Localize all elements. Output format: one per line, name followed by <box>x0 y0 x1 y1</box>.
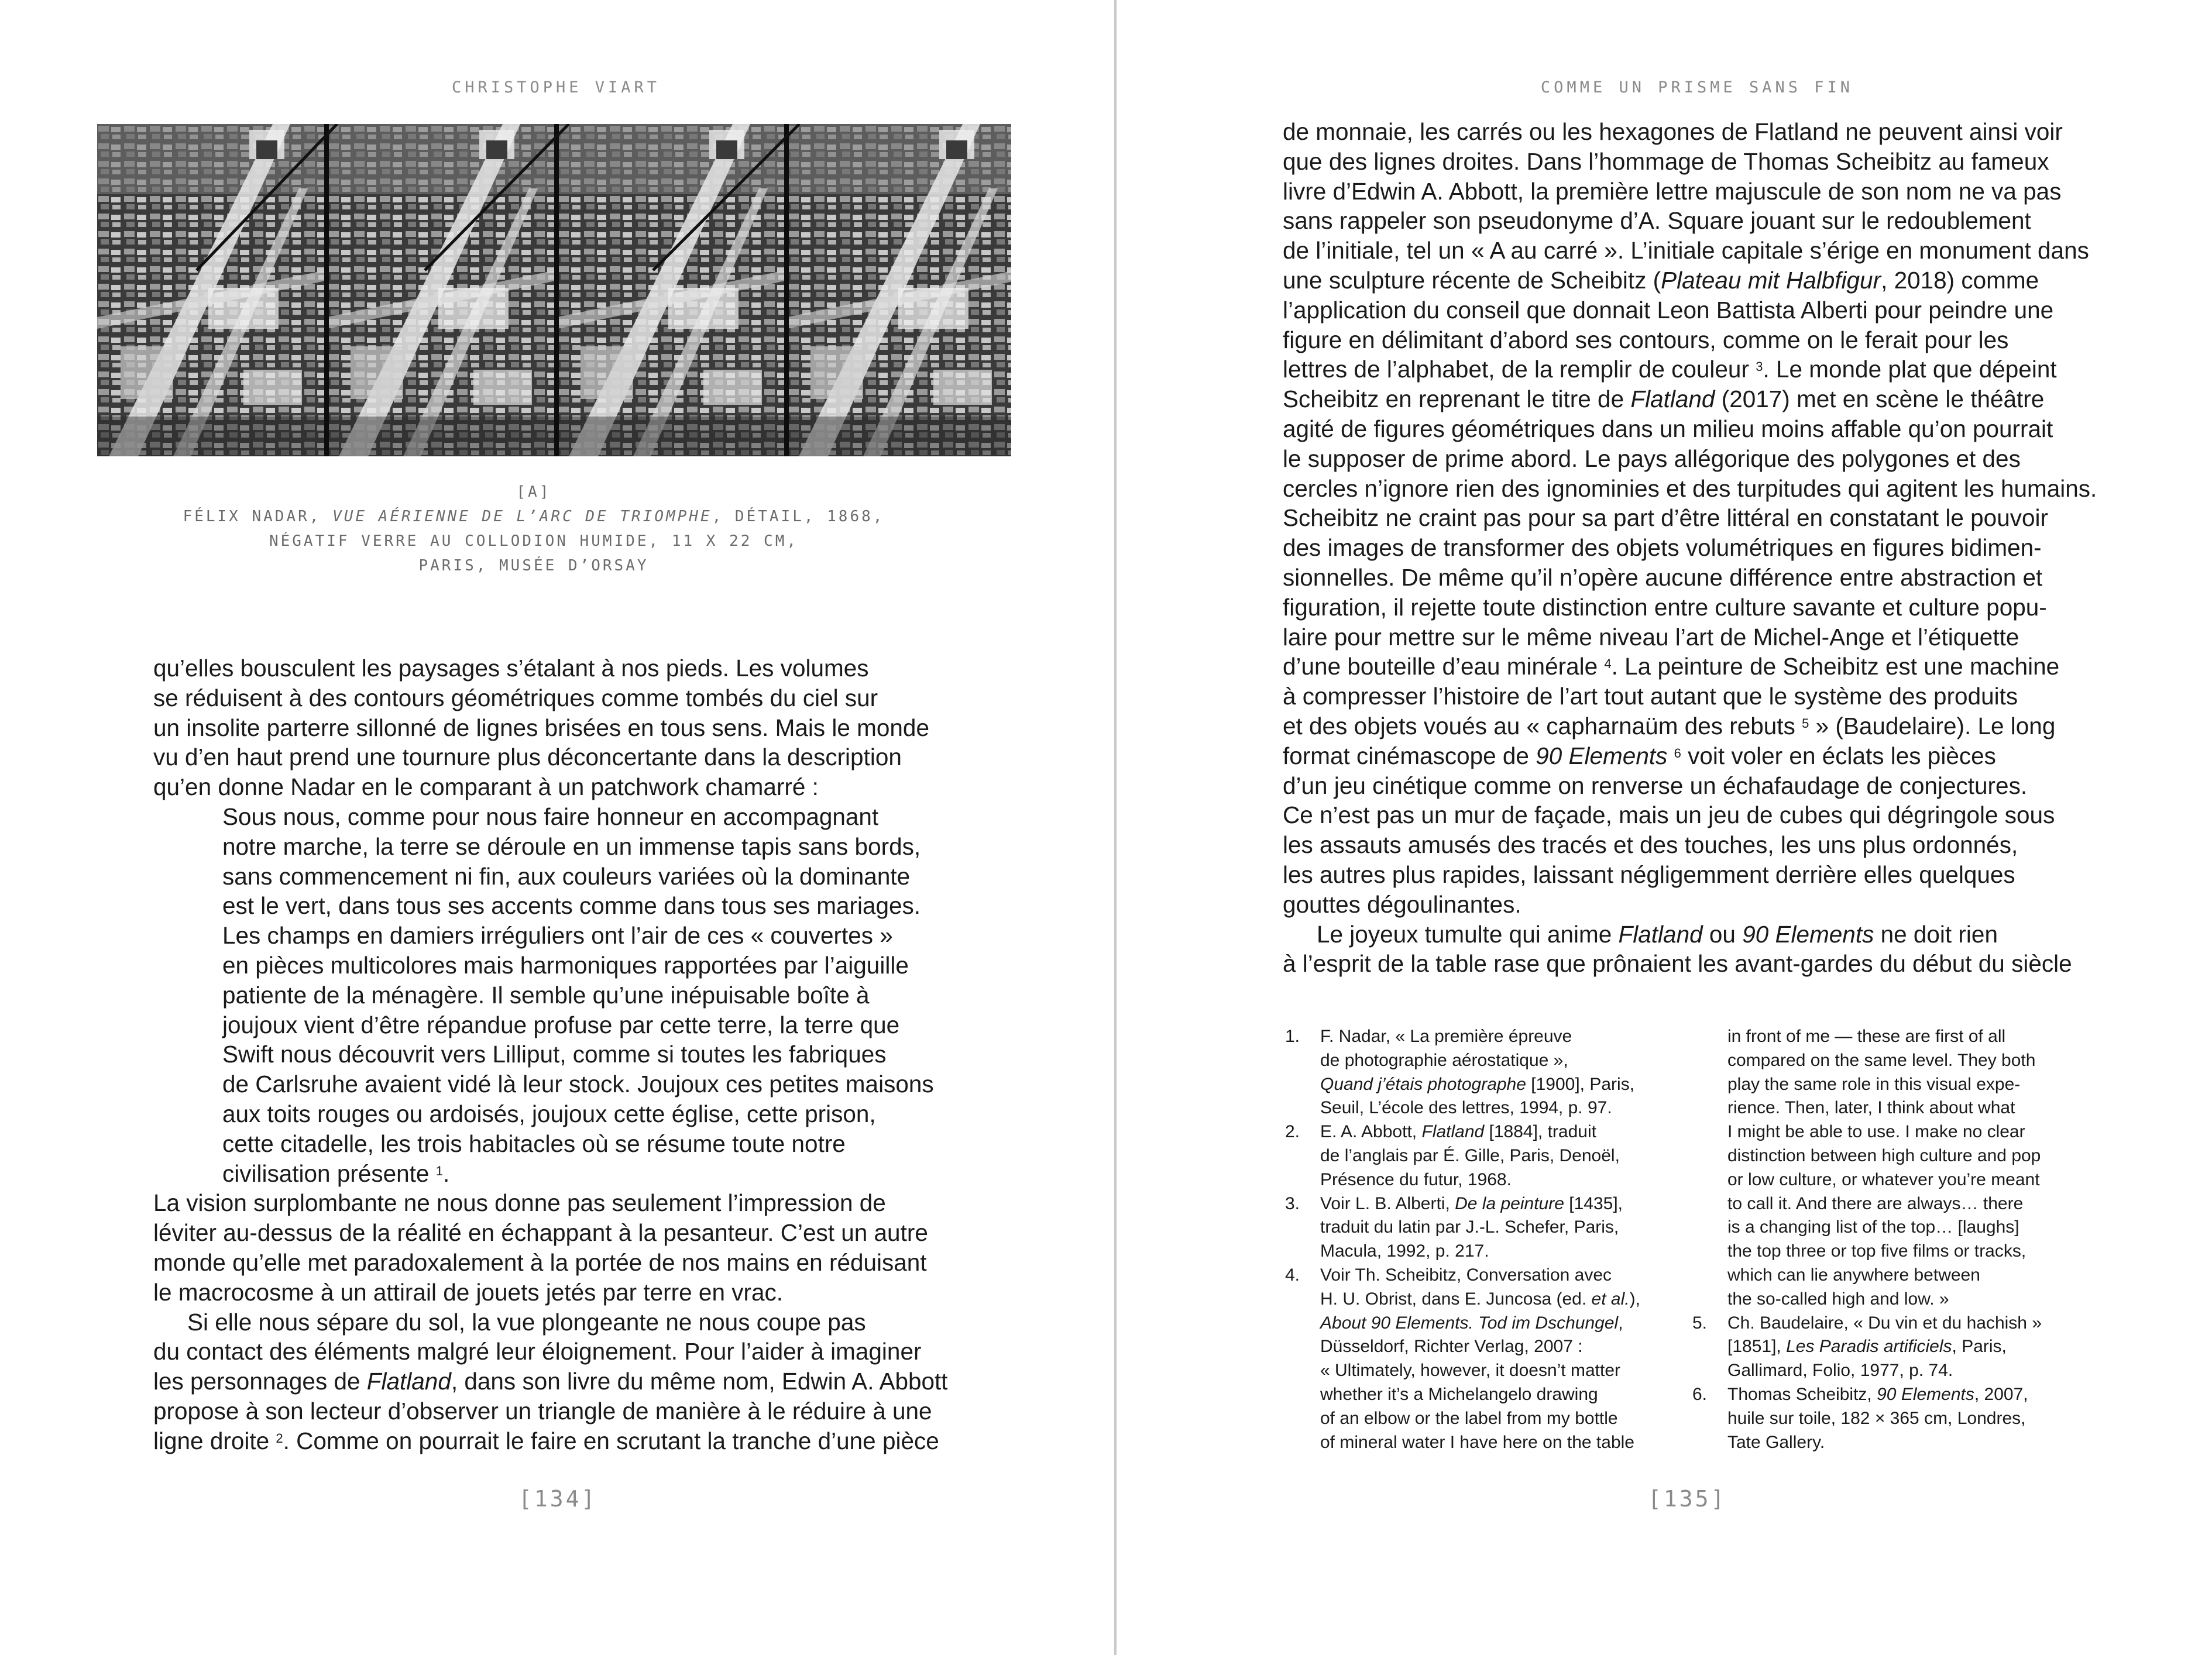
footnote-line: compared on the same level. They both <box>1727 1050 2036 1070</box>
footnote-line: rience. Then, later, I think about what <box>1727 1098 2015 1118</box>
quote-line: Sous nous, comme pour nous faire honneur en accompagnant <box>222 803 879 830</box>
quote-line: est le vert, dans tous ses accents comme dans tous ses mariages. <box>222 892 921 920</box>
quote-line: cette citadelle, les trois habitacles où se résume toute notre <box>222 1130 846 1157</box>
aerial-photograph <box>97 124 1011 456</box>
footnote-line: de l’anglais par É. Gille, Paris, Denoël, <box>1320 1145 1620 1165</box>
footnote-1: 1. F. Nadar, « La première épreuve <box>1285 1027 1572 1046</box>
quote-line: Les champs en damiers irréguliers ont l’air de ces « couvertes » <box>222 922 893 949</box>
text-line: Si elle nous sépare du sol, la vue plongeante ne nous coupe pas <box>187 1308 866 1336</box>
footnote-line: Tate Gallery. <box>1727 1432 1825 1452</box>
footnote-line: or low culture, or whatever you’re meant <box>1727 1169 2040 1189</box>
caption-line-1: FÉLIX NADAR, VUE AÉRIENNE DE L’ARC DE TRIOMPHE, DÉTAIL, 1868, <box>183 508 885 525</box>
text-line: à compresser l’histoire de l’art tout autant que le système des produits <box>1283 683 2018 710</box>
text-line: une sculpture récente de Scheibitz (Plateau mit Halbfigur, 2018) comme <box>1283 266 2039 294</box>
footnote-ref[interactable]: 5 <box>1802 715 1809 731</box>
text-line: se réduisent à des contours géométriques comme tombés du ciel sur <box>153 684 878 711</box>
text-line: l’application du conseil que donnait Leon Battista Alberti pour peindre une <box>1283 296 2054 324</box>
text-line: léviter au-dessus de la réalité en échappant à la pesanteur. C’est un autre <box>153 1219 928 1247</box>
quote-line: en pièces multicolores mais harmoniques rapportées par l’aiguille <box>222 951 909 979</box>
text-line: sionnelles. De même qu’il n’opère aucune différence entre abstraction et <box>1283 563 2043 591</box>
caption-line-2: NÉGATIF VERRE AU COLLODION HUMIDE, 11 X 22 CM, <box>269 532 799 550</box>
page-number-left: [134] <box>518 1486 597 1512</box>
text-line: Ce n’est pas un mur de façade, mais un jeu de cubes qui dégringole sous <box>1283 801 2055 829</box>
text-line: un insolite parterre sillonné de lignes brisées en tous sens. Mais le monde <box>153 714 929 741</box>
text-line: le macrocosme à un attirail de jouets jetés par terre en vrac. <box>153 1278 783 1306</box>
book-gutter <box>1114 0 1117 1655</box>
text-line: vu d’en haut prend une tournure plus déconcertante dans la description <box>153 744 902 771</box>
block-quote <box>153 802 948 1188</box>
text-line: le supposer de prime abord. Le pays allégorique des polygones et des <box>1283 445 2021 472</box>
footnote-line: Présence du futur, 1968. <box>1320 1169 1512 1189</box>
text-line: format cinémascope de 90 Elements $^6$ voit voler en éclats les pièces <box>1283 742 1996 769</box>
footnote-line: Düsseldorf, Richter Verlag, 2007 : <box>1320 1337 1583 1357</box>
right-body-text <box>1283 117 2097 979</box>
footnote-line: in front of me — these are first of all <box>1727 1027 2006 1046</box>
text-line: de l’initiale, tel un « A au carré ». L’initiale capitale s’érige en monument dans <box>1283 237 2089 264</box>
footnote-line: to call it. And there are always… there <box>1727 1193 2024 1213</box>
text-line: monde qu’elle met paradoxalement à la portée de nos mains en réduisant <box>153 1248 927 1276</box>
footnotes-column-2 <box>1692 1025 2042 1454</box>
figure-caption <box>176 480 892 578</box>
text-line: des images de transformer des objets volumétriques en figures bidimen- <box>1283 534 2042 562</box>
footnote-ref[interactable]: 6 <box>1674 745 1681 761</box>
quote-line: Swift nous découvrit vers Lilliput, comme si toutes les fabriques <box>222 1041 887 1068</box>
text-line: Scheibitz ne craint pas pour sa part d’être littéral en constatant le pouvoir <box>1283 504 2048 532</box>
footnote-ref[interactable]: 1 <box>435 1163 443 1178</box>
text-line: laire pour mettre sur le même niveau l’art de Michel-Ange et l’étiquette <box>1283 623 2019 651</box>
text-line: gouttes dégoulinantes. <box>1283 890 1521 918</box>
quote-line: aux toits rouges ou ardoisés, joujoux cette église, cette prison, <box>222 1100 876 1127</box>
quote-line: joujoux vient d’être répandue profuse par cette terre, la terre que <box>222 1011 900 1038</box>
text-line: de monnaie, les carrés ou les hexagones de Flatland ne peuvent ainsi voir <box>1283 118 2063 145</box>
text-line: qu’en donne Nadar en le comparant à un patchwork chamarré : <box>153 773 819 801</box>
footnote-line: Gallimard, Folio, 1977, p. 74. <box>1727 1361 1953 1381</box>
footnote-line: de photographie aérostatique », <box>1320 1050 1568 1070</box>
footnote-line: the top three or top five films or tracks, <box>1727 1241 2026 1261</box>
footnote-line: Seuil, L’école des lettres, 1994, p. 97. <box>1320 1098 1612 1118</box>
text-line: d’un jeu cinétique comme on renverse un échafaudage de conjectures. <box>1283 772 2028 799</box>
text-line: figuration, il rejette toute distinction entre culture savante et culture popu- <box>1283 593 2047 621</box>
footnote-line: About 90 Elements. Tod im Dschungel, <box>1320 1313 1623 1333</box>
text-line: ligne droite $^2$. Comme on pourrait le faire en scrutant la tranche d’une pièce <box>153 1427 939 1454</box>
text-line: figure en délimitant d’abord ses contours, comme on le ferait pour les <box>1283 326 2009 353</box>
caption-line-3: PARIS, MUSÉE D’ORSAY <box>418 557 649 574</box>
footnote-line: which can lie anywhere between <box>1727 1265 1980 1285</box>
text-line: Le joyeux tumulte qui anime Flatland ou 90 Elements ne doit rien <box>1317 920 1998 948</box>
footnote-line: play the same role in this visual expe- <box>1727 1074 2021 1094</box>
footnote-2: 2. E. A. Abbott, Flatland [1884], traduit <box>1285 1122 1596 1142</box>
footnote-line: distinction between high culture and pop <box>1727 1145 2041 1165</box>
text-line: d’une bouteille d’eau minérale $^4$. La peinture de Scheibitz est une machine <box>1283 653 2060 680</box>
text-line: du contact des éléments malgré leur éloignement. Pour l’aider à imaginer <box>153 1338 922 1365</box>
text-line: les autres plus rapides, laissant négligemment derrière elles quelques <box>1283 861 2015 888</box>
text-line: que des lignes droites. Dans l’hommage de Thomas Scheibitz au fameux <box>1283 147 2049 175</box>
footnote-line: Macula, 1992, p. 217. <box>1320 1241 1489 1261</box>
text-line: les personnages de Flatland, dans son livre du même nom, Edwin A. Abbott <box>153 1368 948 1395</box>
text-line: lettres de l’alphabet, de la remplir de couleur $^3$. Le monde plat que dépeint <box>1283 356 2057 383</box>
footnote-5: 5. Ch. Baudelaire, « Du vin et du hachish » <box>1692 1313 2042 1333</box>
footnote-line: huile sur toile, 182 × 365 cm, Londres, <box>1727 1408 2026 1428</box>
text-line: livre d’Edwin A. Abbott, la première lettre majuscule de son nom ne va pas <box>1283 177 2062 205</box>
footnote-line: I might be able to use. I make no clear <box>1727 1122 2025 1142</box>
footnote-line: [1851], Les Paradis artificiels, Paris, <box>1727 1337 2007 1357</box>
page-number-right: [135] <box>1648 1486 1727 1512</box>
running-head-left: CHRISTOPHE VIART <box>451 78 661 97</box>
aerial-photo-svg <box>97 124 1011 456</box>
footnote-3: 3. Voir L. B. Alberti, De la peinture [1435], <box>1285 1193 1623 1213</box>
text-line: sans rappeler son pseudonyme d’A. Square jouant sur le redoublement <box>1283 207 2031 235</box>
quote-line: patiente de la ménagère. Il semble qu’une inépuisable boîte à <box>222 981 870 1009</box>
text-line: et des objets voués au « capharnaüm des rebuts $^5$ » (Baudelaire). Le long <box>1283 712 2056 739</box>
footnote-ref[interactable]: 3 <box>1756 359 1763 374</box>
footnote-line: the so-called high and low. » <box>1727 1289 1949 1309</box>
footnote-ref[interactable]: 4 <box>1604 656 1612 672</box>
text-line: agité de figures géométriques dans un milieu moins affable qu’on pourrait <box>1283 415 2053 442</box>
footnote-line: of an elbow or the label from my bottle <box>1320 1408 1618 1428</box>
text-line: les assauts amusés des tracés et des touches, les uns plus ordonnés, <box>1283 831 2018 859</box>
footnote-line: of mineral water I have here on the table <box>1320 1432 1634 1452</box>
footnote-4: 4. Voir Th. Scheibitz, Conversation avec <box>1285 1265 1612 1285</box>
text-line: qu’elles bousculent les paysages s’étalant à nos pieds. Les volumes <box>153 655 869 682</box>
quote-line: notre marche, la terre se déroule en un immense tapis sans bords, <box>222 832 921 860</box>
text-line: cercles n’ignore rien des ignominies et des turpitudes qui agitent les humains. <box>1283 474 2097 502</box>
footnote-line: traduit du latin par J.-L. Schefer, Paris, <box>1320 1217 1619 1237</box>
text-line: propose à son lecteur d’observer un triangle de manière à le réduire à une <box>153 1397 932 1425</box>
footnote-line: « Ultimately, however, it doesn’t matter <box>1320 1361 1620 1381</box>
quote-line: sans commencement ni fin, aux couleurs variées où la dominante <box>222 862 911 890</box>
footnote-line: is a changing list of the top… [laughs] <box>1727 1217 2019 1237</box>
running-head-right: COMME UN PRISME SANS FIN <box>1540 78 1854 97</box>
footnote-ref[interactable]: 2 <box>276 1430 283 1446</box>
footnotes-column-1 <box>1285 1025 1640 1454</box>
text-line: à l’esprit de la table rase que prônaient les avant-gardes du début du siècle <box>1283 950 2072 978</box>
left-body-text <box>153 653 948 1456</box>
figure-marker: [A] <box>516 483 551 501</box>
footnote-line: Quand j’étais photographe [1900], Paris, <box>1320 1074 1635 1094</box>
text-line: La vision surplombante ne nous donne pas seulement l’impression de <box>153 1189 886 1217</box>
footnote-line: H. U. Obrist, dans E. Juncosa (ed. et al.), <box>1320 1289 1640 1309</box>
quote-line: civilisation présente $^1$. <box>222 1159 450 1187</box>
quote-line: de Carlsruhe avaient vidé là leur stock. Joujoux ces petites maisons <box>222 1071 934 1098</box>
footnote-line: whether it’s a Michelangelo drawing <box>1320 1384 1598 1404</box>
text-line: Scheibitz en reprenant le titre de Flatland (2017) met en scène le théâtre <box>1283 386 2045 413</box>
footnote-6: 6. Thomas Scheibitz, 90 Elements, 2007, <box>1692 1384 2028 1404</box>
